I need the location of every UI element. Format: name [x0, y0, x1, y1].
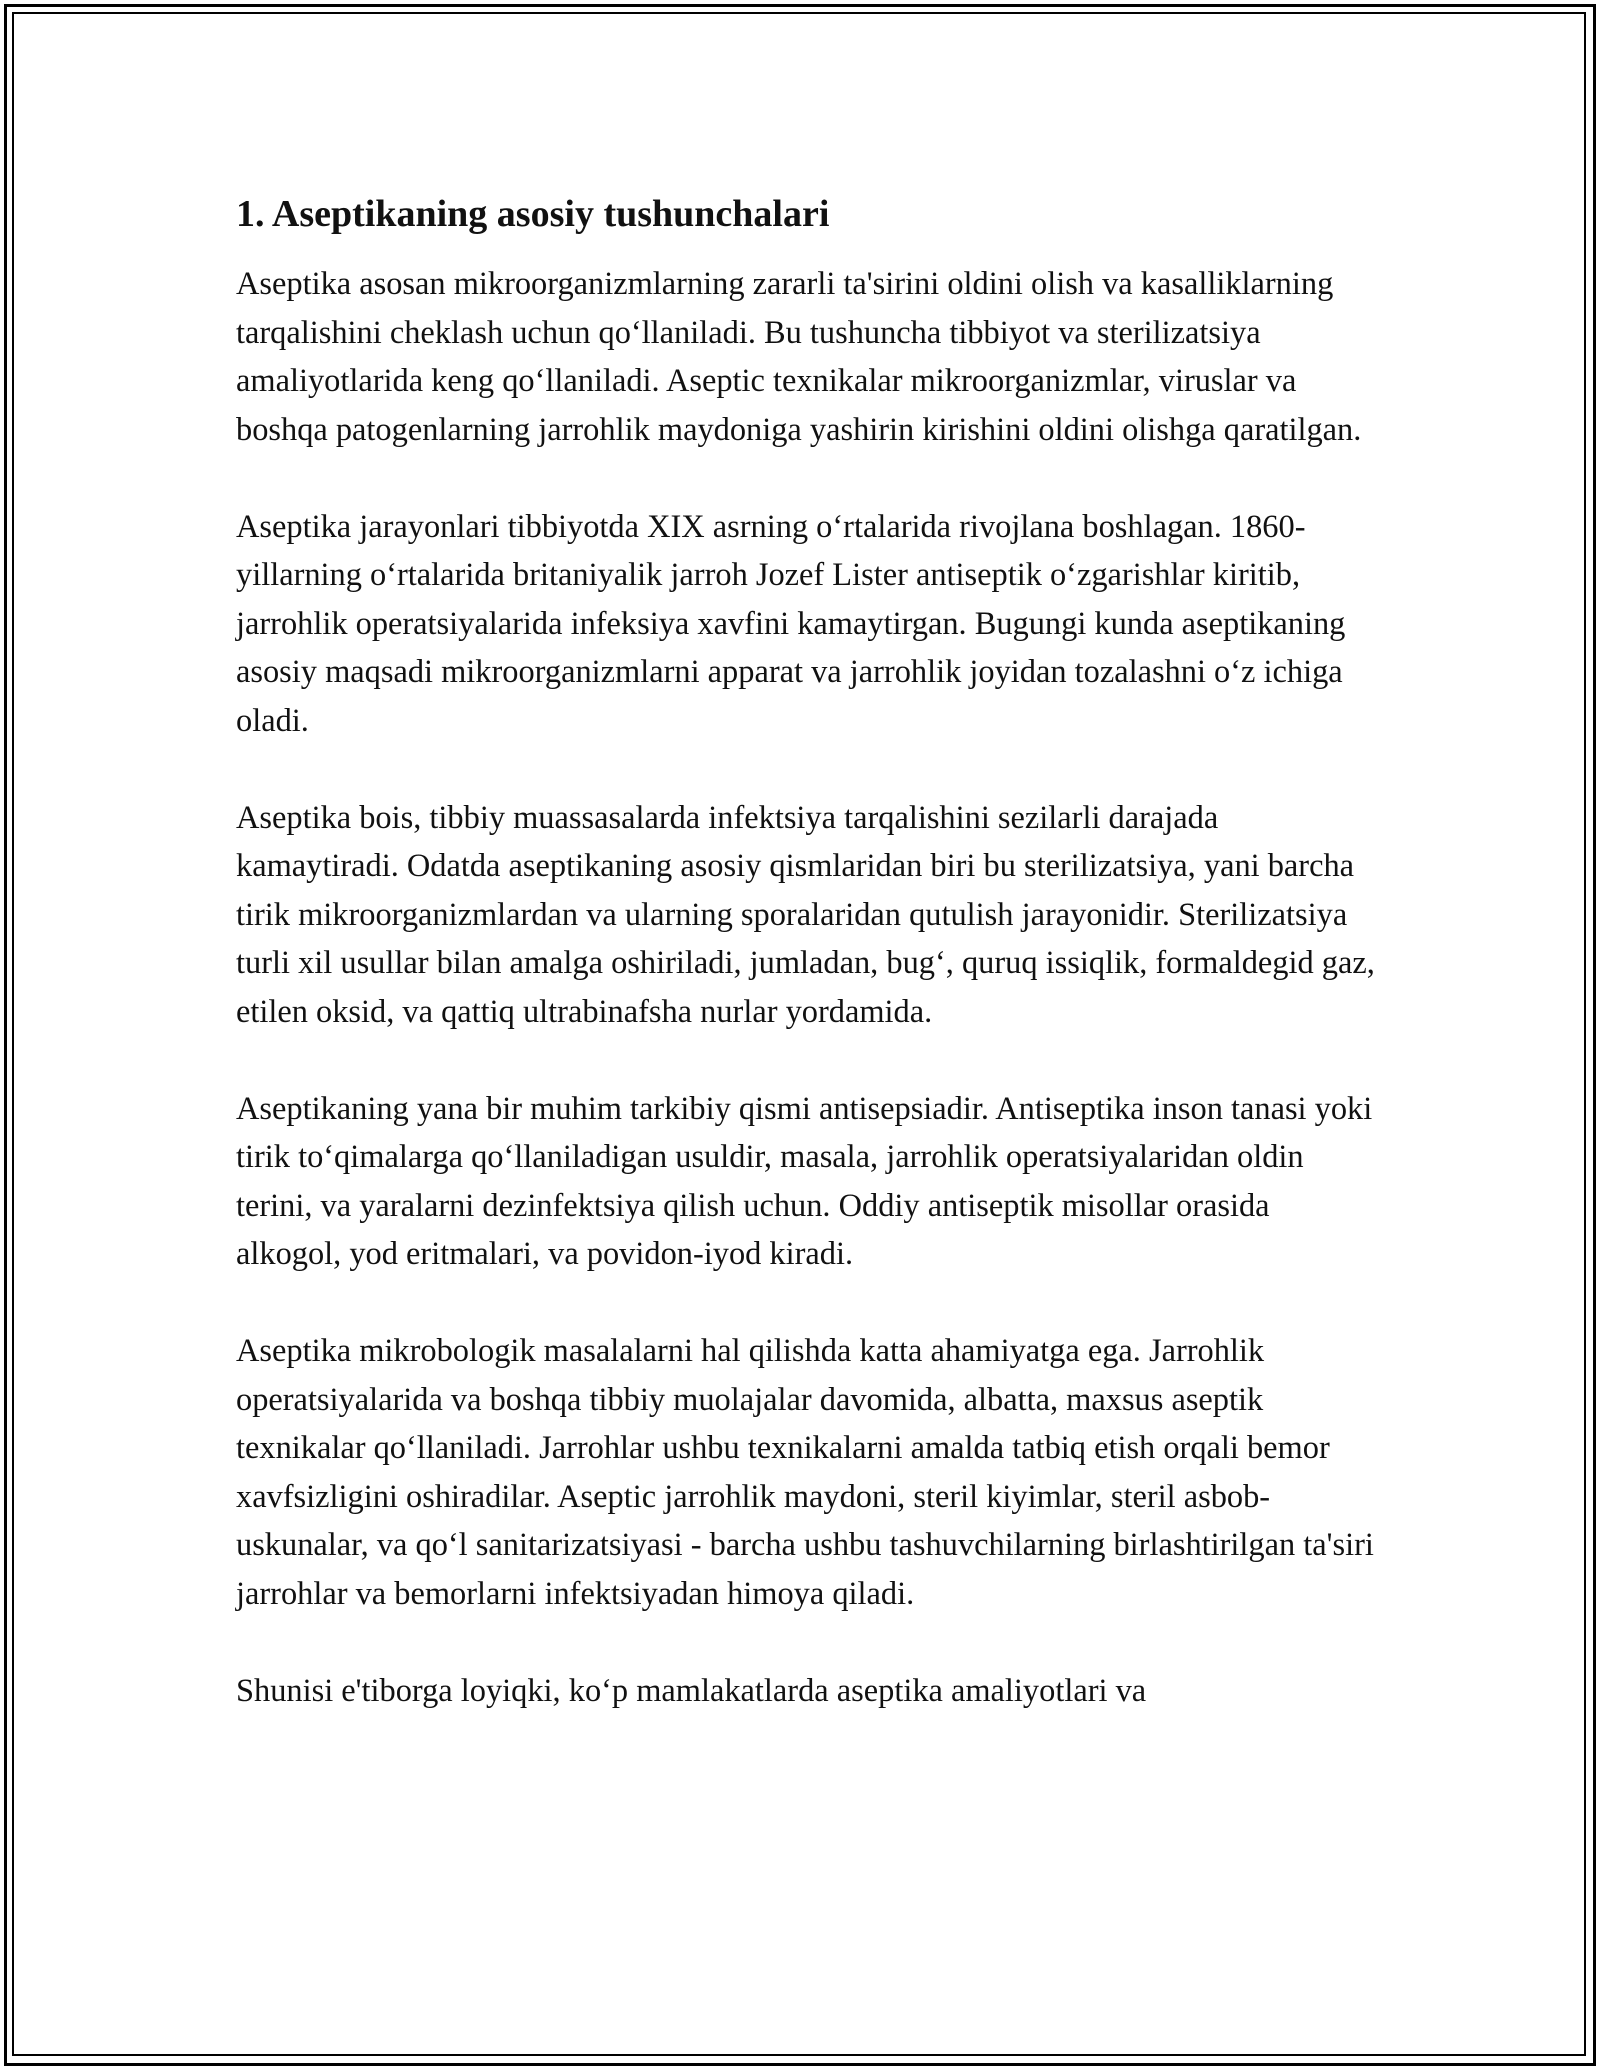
paragraph-5: Aseptika mikrobologik masalalarni hal qilishda katta ahamiyatga ega. Jarrohlik operatsiyalarida va boshqa tibbiy muolajalar davomida, albatta, maxsus aseptik texnikalar qo‘llaniladi. Jarrohlar ushbu texnikalarni amalda tatbiq etish orqali bemor xavfsizligini oshiradilar. Aseptic jarrohlik maydoni, steril kiyimlar, steril asbob-uskunalar, va qo‘l sanitarizatsiyasi - barcha ushbu tashuvchilarning birlashtirilgan ta'siri jarrohlar va bemorlarni infektsiyadan himoya qiladi. — [236, 1333, 1374, 1612]
paragraph-6: Shunisi e'tiborga loyiqki, ko‘p mamlakatlarda aseptika amaliyotlari va — [236, 1672, 1147, 1709]
paragraph-1: Aseptika asosan mikroorganizmlarning zararli ta'sirini oldini olish va kasalliklarning tarqalishini cheklash uchun qo‘llaniladi. Bu tushuncha tibbiyot va sterilizatsiya amaliyotlarida keng qo‘llaniladi. Aseptic texnikalar mikroorganizmlar, viruslar va boshqa patogenlarning jarrohlik maydoniga yashirin kirishini oldini olishga qaratilgan. — [236, 266, 1362, 448]
section-title: 1. Aseptikaning asosiy tushunchalari — [236, 193, 830, 235]
document-body — [236, 186, 1376, 1764]
paragraph-4: Aseptikaning yana bir muhim tarkibiy qismi antisepsiadir. Antiseptika inson tanasi yoki tirik to‘qimalarga qo‘llaniladigan usuldir, masala, jarrohlik operatsiyalaridan oldin terini, va yaralarni dezinfektsiya qilish uchun. Oddiy antiseptik misollar orasida alkogol, yod eritmalari, va povidon-iyod kiradi. — [236, 1090, 1373, 1272]
paragraph-2: Aseptika jarayonlari tibbiyotda XIX asrning o‘rtalarida rivojlana boshlagan. 1860-yillarning o‘rtalarida britaniyalik jarroh Jozef Lister antiseptik o‘zgarishlar kiritib, jarrohlik operatsiyalarida infeksiya xavfini kamaytirgan. Bugungi kunda aseptikaning asosiy maqsadi mikroorganizmlarni apparat va jarrohlik joyidan tozalashni o‘z ichiga oladi. — [236, 508, 1346, 739]
paragraph-3: Aseptika bois, tibbiy muassasalarda infektsiya tarqalishini sezilarli darajada kamaytiradi. Odatda aseptikaning asosiy qismlaridan biri bu sterilizatsiya, yani barcha tirik mikroorganizmlardan va ularning sporalaridan qutulish jarayonidir. Sterilizatsiya turli xil usullar bilan amalga oshiriladi, jumladan, bug‘, quruq issiqlik, formaldegid gaz, etilen oksid, va qattiq ultrabinafsha nurlar yordamida. — [236, 799, 1375, 1030]
